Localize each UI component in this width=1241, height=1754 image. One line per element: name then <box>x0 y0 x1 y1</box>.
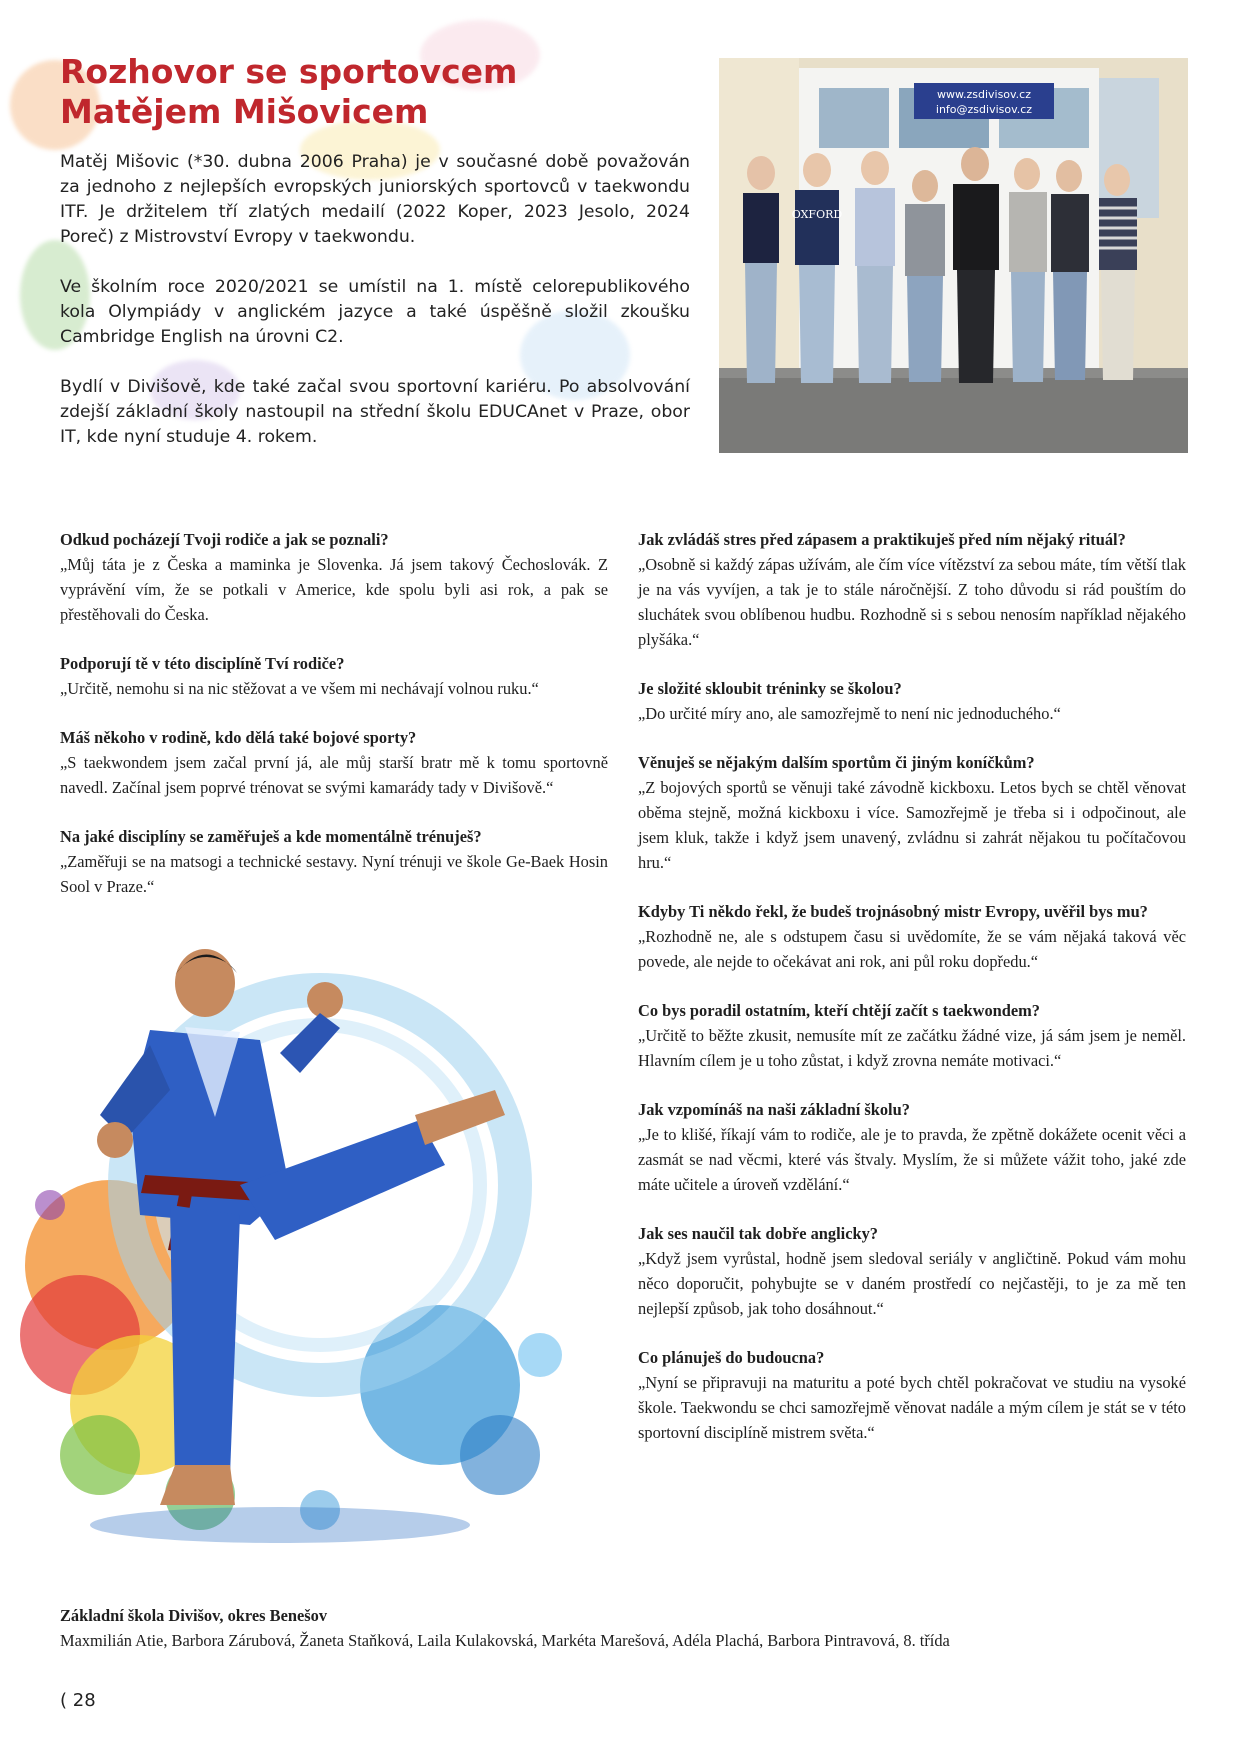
answer: „Je to klišé, říkají vám to rodiče, ale je to pravda, že zpětně dokážete ocenit věci a zasmát se nad věcmi, které vás štvaly. Myslím, že si můžete vážit toho, jaké zde máte učitele a úroveň vzdělání.“ <box>638 1125 1186 1194</box>
intro-paragraph: Ve školním roce 2020/2021 se umístil na 1. místě celorepublikového kola Olympiády v anglickém jazyce a také úspěšně složil zkoušku Cambridge English na úrovni C2. <box>60 277 690 347</box>
authors: Maxmilián Atie, Barbora Zárubová, Žaneta Staňková, Laila Kulakovská, Markéta Marešová, Adéla Plachá, Barbora Pintravová, 8. třída <box>60 1631 950 1650</box>
qa-item <box>638 899 1186 974</box>
question: Co bys poradil ostatním, kteří chtějí začít s taekwondem? <box>638 1001 1040 1020</box>
qa-item <box>60 824 608 899</box>
answer: „Určitě to běžte zkusit, nemusíte mít ze začátku žádné vize, já sám jsem je neměl. Hlavním cílem je u toho zůstat, i když zrovna nemáte motivaci.“ <box>638 1026 1186 1070</box>
question: Máš někoho v rodině, kdo dělá také bojové sporty? <box>60 728 417 747</box>
interview-column-left <box>60 527 608 923</box>
sign-email: info@zsdivisov.cz <box>935 103 1033 116</box>
qa-item <box>638 998 1186 1073</box>
intro-paragraph: Bydlí v Divišově, kde také začal svou sportovní kariéru. Po absolvování zdejší základní školy nastoupil na střední školu EDUCAnet v Praze, obor IT, kde nyní studuje 4. rokem. <box>60 377 690 447</box>
intro-paragraph: Matěj Mišovic (*30. dubna 2006 Praha) je v současné době považován za jednoho z nejlepších evropských juniorských sportovců v taekwondu ITF. Je držitelem tří zlatých medailí (2022 Koper, 2023 Jesolo, 2024 Poreč) z Mistrovství Evropy v taekwondu. <box>60 152 690 247</box>
qa-item <box>638 1221 1186 1321</box>
school-name: Základní škola Divišov, okres Benešov <box>60 1606 328 1625</box>
answer: „Z bojových sportů se věnuji také závodně kickboxu. Letos bych se chtěl věnovat oběma stejně, možná kickboxu i více. Samozřejmě je třeba si i odpočinout, ale jsem kluk, takže i když jsem unavený, zvládnu si zahrát nějakou tu počítačovou hru.“ <box>638 778 1186 872</box>
qa-item <box>638 527 1186 652</box>
question: Podporují tě v této disciplíně Tví rodiče? <box>60 654 345 673</box>
question: Kdyby Ti někdo řekl, že budeš trojnásobný mistr Evropy, uvěřil bys mu? <box>638 902 1148 921</box>
answer: „Rozhodně ne, ale s odstupem času si uvědomíte, že se vám nějaká taková věc povede, ale nejde to očekávat ani rok, ani půl roku dopředu.“ <box>638 927 1186 971</box>
question: Co plánuješ do budoucna? <box>638 1348 825 1367</box>
qa-item <box>638 750 1186 875</box>
answer: „Můj táta je z Česka a maminka je Slovenka. Já jsem takový Čechoslovák. Z vyprávění vím, že se potkali v Americe, kde spolu byli asi rok, a pak se přestěhovali do Česka. <box>60 555 608 624</box>
answer: „Určitě, nemohu si na nic stěžovat a ve všem mi nechávají volnou ruku.“ <box>60 679 539 698</box>
question: Věnuješ se nějakým dalším sportům či jiným koníčkům? <box>638 753 1035 772</box>
article-title <box>60 52 660 132</box>
answer: „Do určité míry ano, ale samozřejmě to není nic jednoduchého.“ <box>638 704 1061 723</box>
answer: „Zaměřuji se na matsogi a technické sestavy. Nyní trénuji ve škole Ge-Baek Hosin Sool v Praze.“ <box>60 852 608 896</box>
page-number: ( 28 <box>60 1690 96 1711</box>
title-line-2: Matějem Mišovicem <box>60 92 429 131</box>
qa-item <box>638 1345 1186 1445</box>
qa-item <box>60 651 608 701</box>
question: Jak ses naučil tak dobře anglicky? <box>638 1224 878 1243</box>
qa-item <box>60 527 608 627</box>
taekwondo-illustration <box>20 935 595 1555</box>
qa-item <box>60 725 608 800</box>
answer: „Když jsem vyrůstal, hodně jsem sledoval seriály v angličtině. Pokud vám mohu něco doporučit, pohybujte se v daném prostředí co nejčastěji, to je za mě ten nejlepší způsob, jak toho dosáhnout.“ <box>638 1249 1186 1318</box>
hoodie-text: OXFORD <box>791 208 843 221</box>
title-line-1: Rozhovor se sportovcem <box>60 52 518 91</box>
qa-item <box>638 676 1186 726</box>
question: Odkud pocházejí Tvoji rodiče a jak se poznali? <box>60 530 389 549</box>
answer: „Osobně si každý zápas užívám, ale čím více vítězství za sebou máte, tím větší tlak je na vás vyvíjen, a tak je to stále náročnější. Z toho důvodu si rád pouštím do sluchátek svou oblíbenou hudbu. Rozhodně si s sebou nenosím například nějakého plyšáka.“ <box>638 555 1186 649</box>
article-credits <box>60 1603 1190 1653</box>
qa-item <box>638 1097 1186 1197</box>
sign-web: www.zsdivisov.cz <box>936 88 1032 101</box>
question: Jak vzpomínáš na naši základní školu? <box>638 1100 910 1119</box>
answer: „S taekwondem jsem začal první já, ale můj starší bratr mě k tomu sportovně navedl. Začínal jsem poprvé trénovat se svými kamarády tady v Divišově.“ <box>60 753 608 797</box>
answer: „Nyní se připravuji na maturitu a poté bych chtěl pokračovat ve studiu na vysoké škole. Taekwondu se chci samozřejmě věnovat nadále a mým cílem je stát se v této sportovní disciplíně mistrem světa.“ <box>638 1373 1186 1442</box>
interview-column-right <box>638 527 1186 1469</box>
article-intro <box>60 150 690 475</box>
question: Je složité skloubit tréninky se školou? <box>638 679 902 698</box>
group-photo <box>719 58 1188 453</box>
question: Jak zvládáš stres před zápasem a praktikuješ před ním nějaký rituál? <box>638 530 1126 549</box>
question: Na jaké disciplíny se zaměřuješ a kde momentálně trénuješ? <box>60 827 482 846</box>
